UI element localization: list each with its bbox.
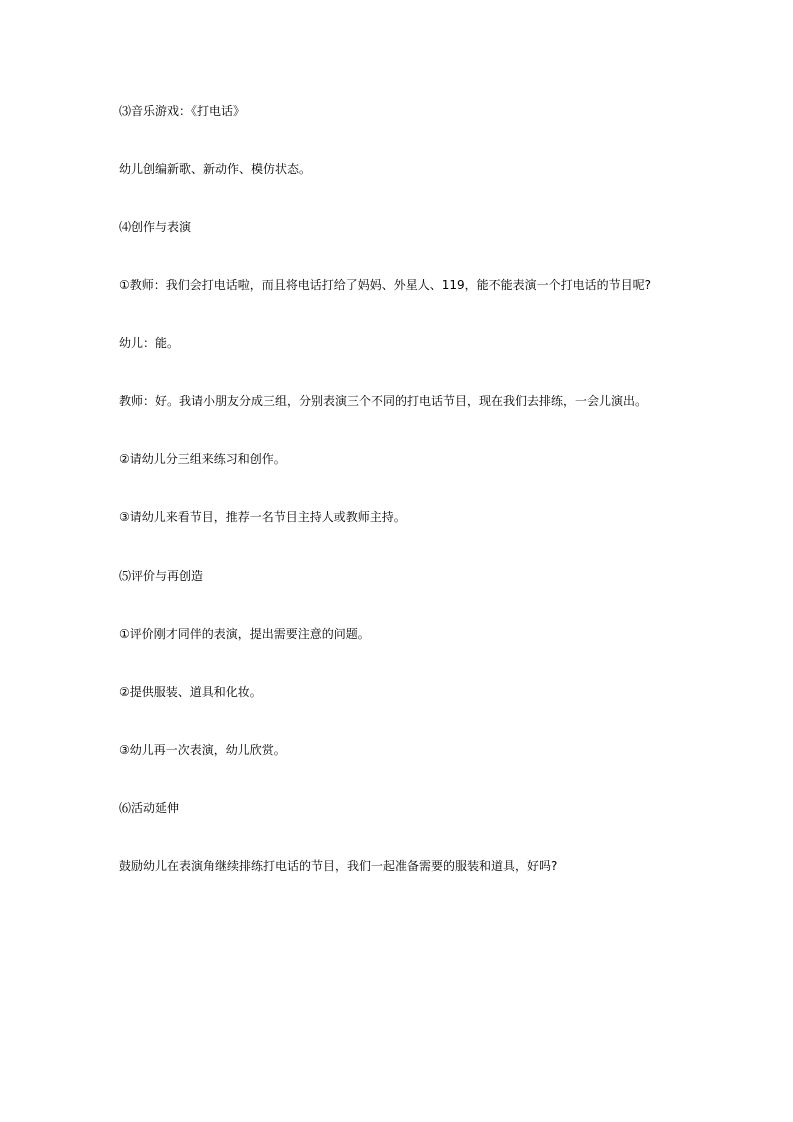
section-heading-extension: ⑹活动延伸 <box>119 801 180 815</box>
section-heading-evaluation: ⑸评价与再创造 <box>119 569 204 583</box>
paragraph: 鼓励幼儿在表演角继续排练打电话的节目，我们一起准备需要的服装和道具，好吗? <box>119 859 558 873</box>
paragraph: 教师：好。我请小朋友分成三组，分别表演三个不同的打电话节目，现在我们去排练，一会儿演出。 <box>119 394 648 408</box>
section-heading-music-game: ⑶音乐游戏：《打电话》 <box>119 104 246 118</box>
paragraph: ①教师：我们会打电话啦，而且将电话打给了妈妈、外星人、119，能不能表演一个打电话的节目呢? <box>119 278 652 292</box>
paragraph: ①评价刚才同伴的表演，提出需要注意的问题。 <box>119 627 370 641</box>
paragraph: ③幼儿再一次表演，幼儿欣赏。 <box>119 743 286 757</box>
paragraph: 幼儿：能。 <box>119 336 180 350</box>
paragraph: ②请幼儿分三组来练习和创作。 <box>119 452 286 466</box>
section-heading-creation-performance: ⑷创作与表演 <box>119 220 192 234</box>
paragraph: ②提供服装、道具和化妆。 <box>119 685 262 699</box>
paragraph: ③请幼儿来看节目，推荐一名节目主持人或教师主持。 <box>119 510 406 524</box>
paragraph: 幼儿创编新歌、新动作、模仿状态。 <box>119 162 312 176</box>
